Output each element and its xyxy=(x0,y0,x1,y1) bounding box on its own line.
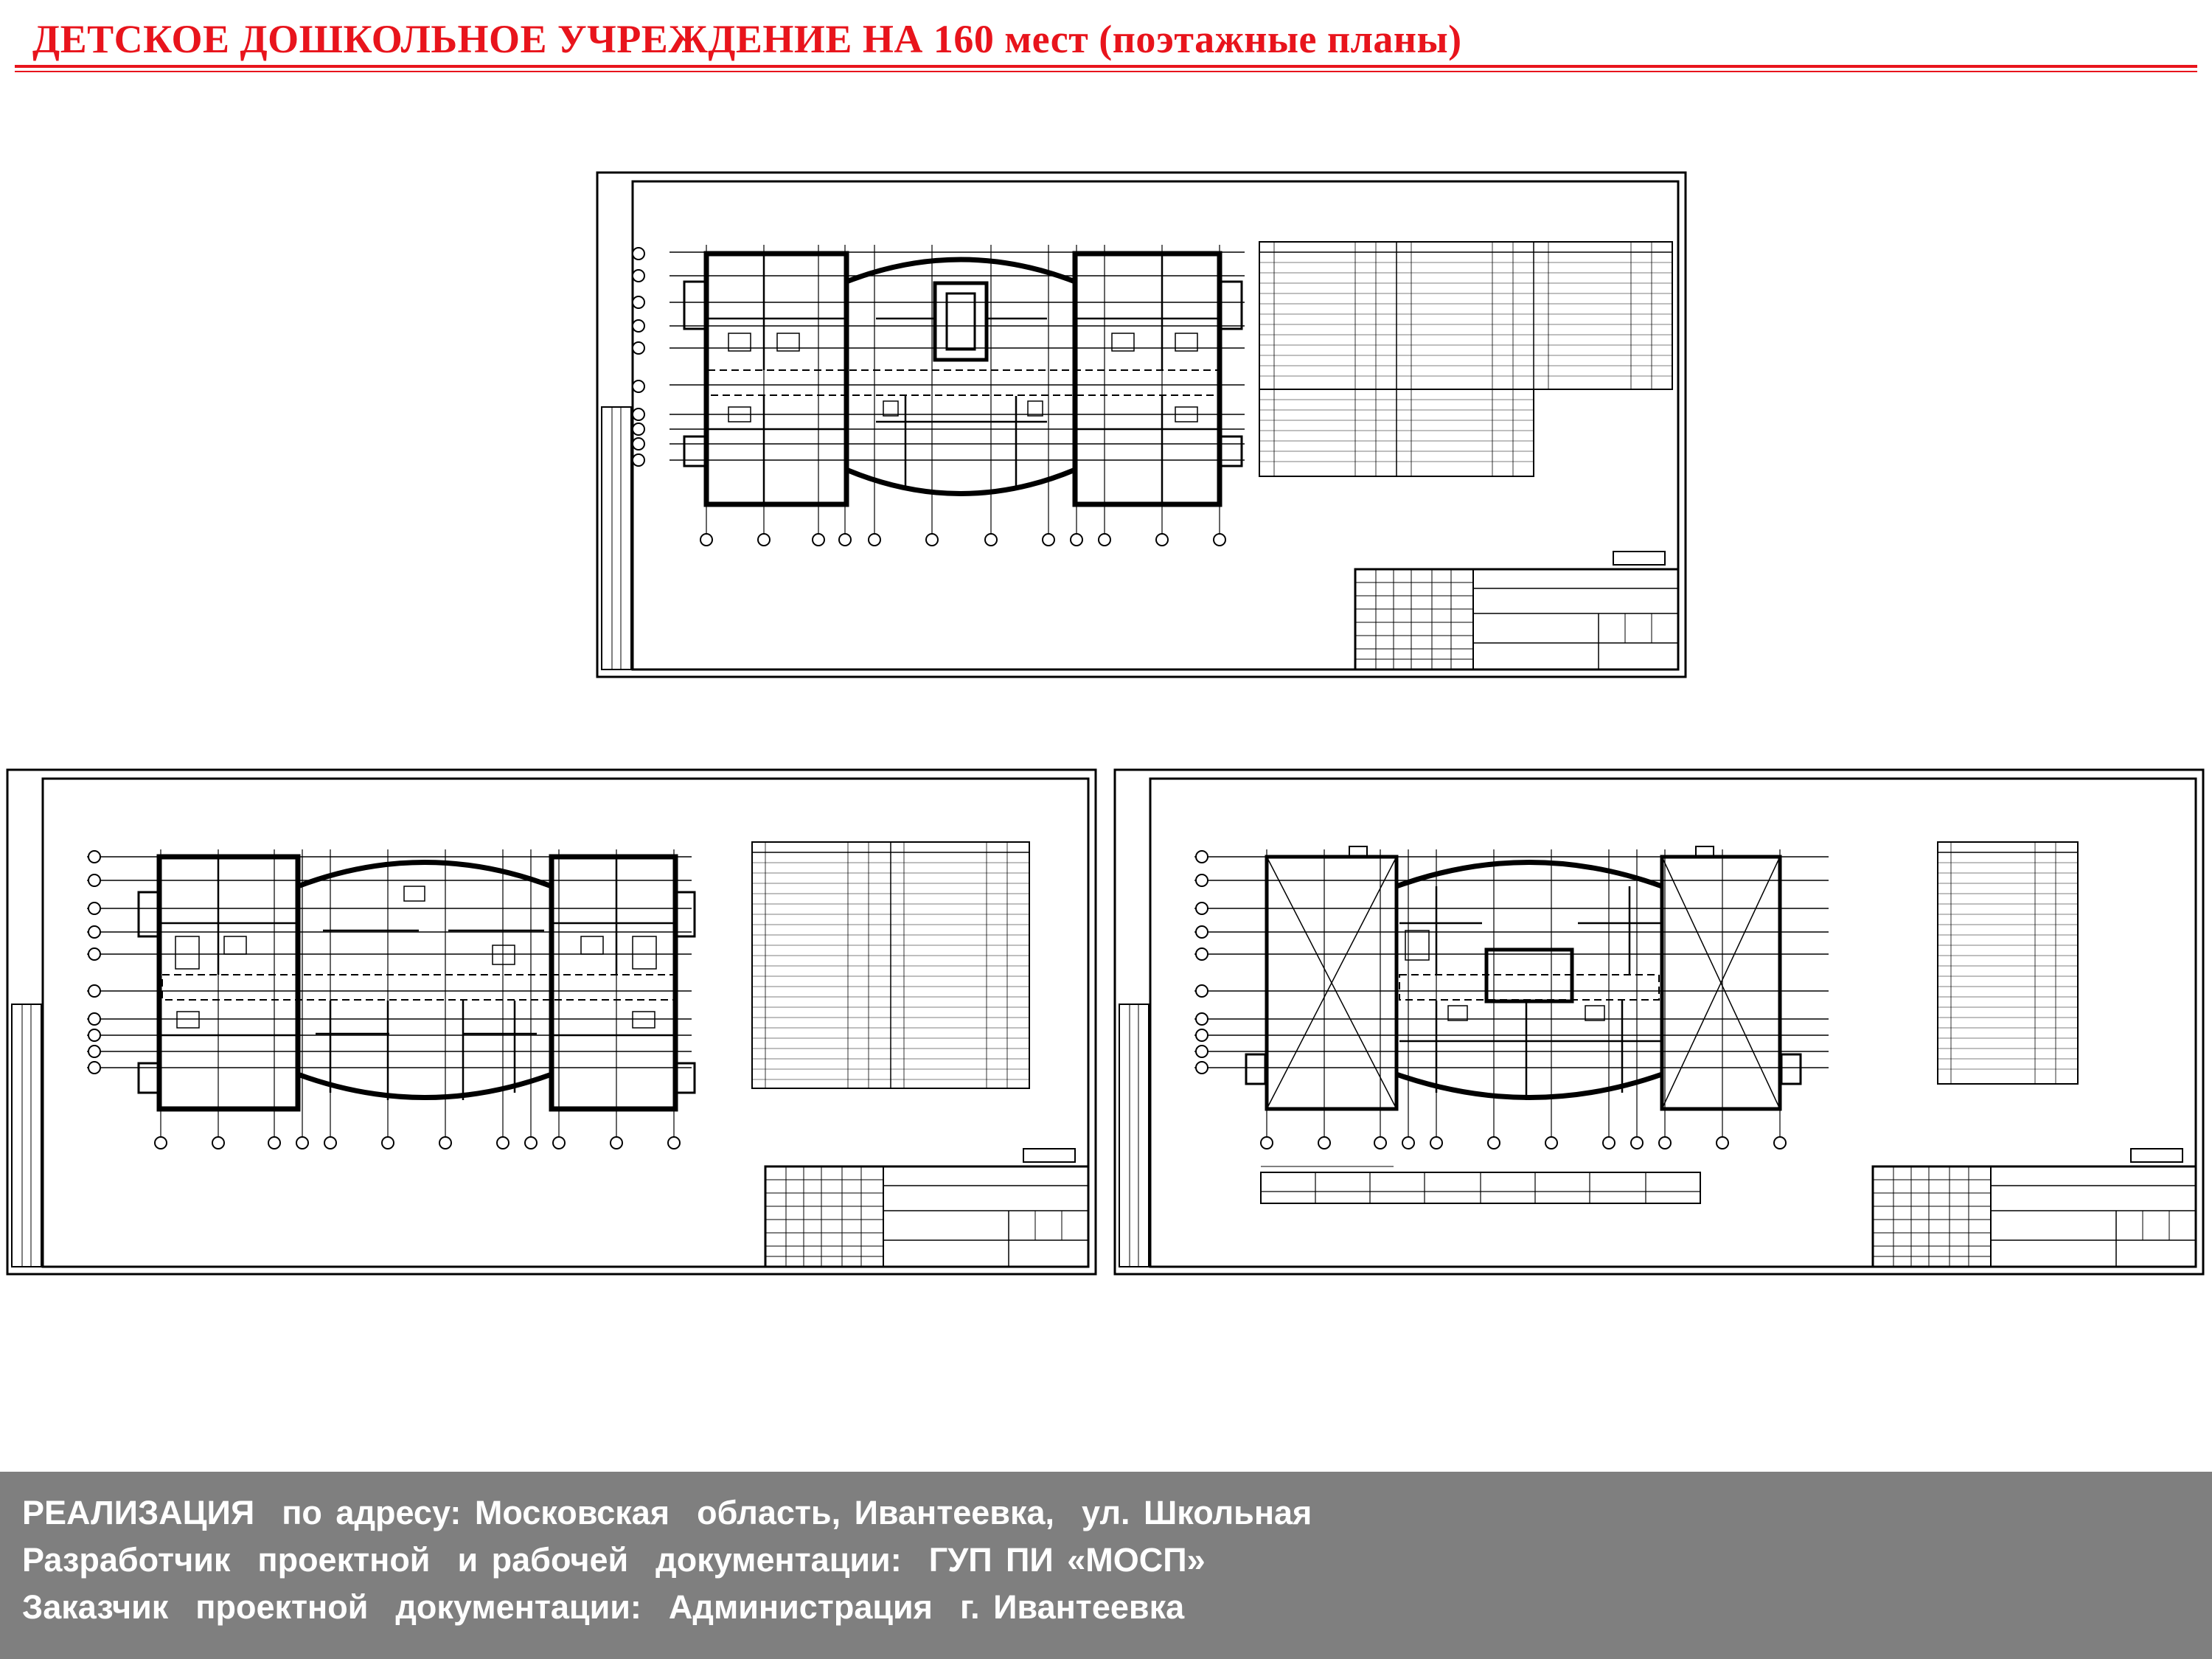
room-explication-table xyxy=(752,842,1029,1088)
title-underline-thin xyxy=(15,71,2197,72)
title-block xyxy=(1355,569,1678,669)
sheet-frame xyxy=(1115,770,2203,1274)
format-stamp xyxy=(2131,1149,2183,1162)
drawing-sheet-ground-floor xyxy=(596,171,1687,678)
axis-markers xyxy=(633,248,1225,546)
title-underline xyxy=(15,65,2197,68)
drawing-sheet-second-floor xyxy=(1113,768,2205,1276)
floor-plan-drawing xyxy=(1113,768,2205,1276)
format-stamp xyxy=(1023,1149,1075,1162)
title-block xyxy=(1873,1166,2196,1267)
drawing-sheet-first-floor xyxy=(6,768,1097,1276)
format-stamp xyxy=(1613,552,1665,565)
sheet-frame xyxy=(597,173,1686,677)
room-explication-table xyxy=(1938,842,2078,1084)
floor-plan-drawing xyxy=(596,171,1687,678)
floor-plan xyxy=(1194,846,1829,1143)
address-line: РЕАЛИЗАЦИЯ по адресу: Московская область, Ивантеевка, ул. Школьная xyxy=(22,1494,1312,1531)
project-info-footer xyxy=(0,1472,2212,1659)
floor-plan xyxy=(87,849,695,1143)
title-block xyxy=(765,1166,1088,1267)
area-indicators-table xyxy=(1261,1166,1700,1203)
floor-plan xyxy=(669,245,1245,540)
developer-line: Разработчик проектной и рабочей документации: ГУП ПИ «МОСП» xyxy=(22,1541,1206,1579)
page-title: ДЕТСКОЕ ДОШКОЛЬНОЕ УЧРЕЖДЕНИЕ НА 160 мест (поэтажные планы) xyxy=(32,17,1462,61)
floor-plan-drawing xyxy=(6,768,1097,1276)
customer-line: Заказчик проектной документации: Администрация г. Ивантеевка xyxy=(22,1588,1185,1626)
room-explication-table xyxy=(1259,242,1672,476)
